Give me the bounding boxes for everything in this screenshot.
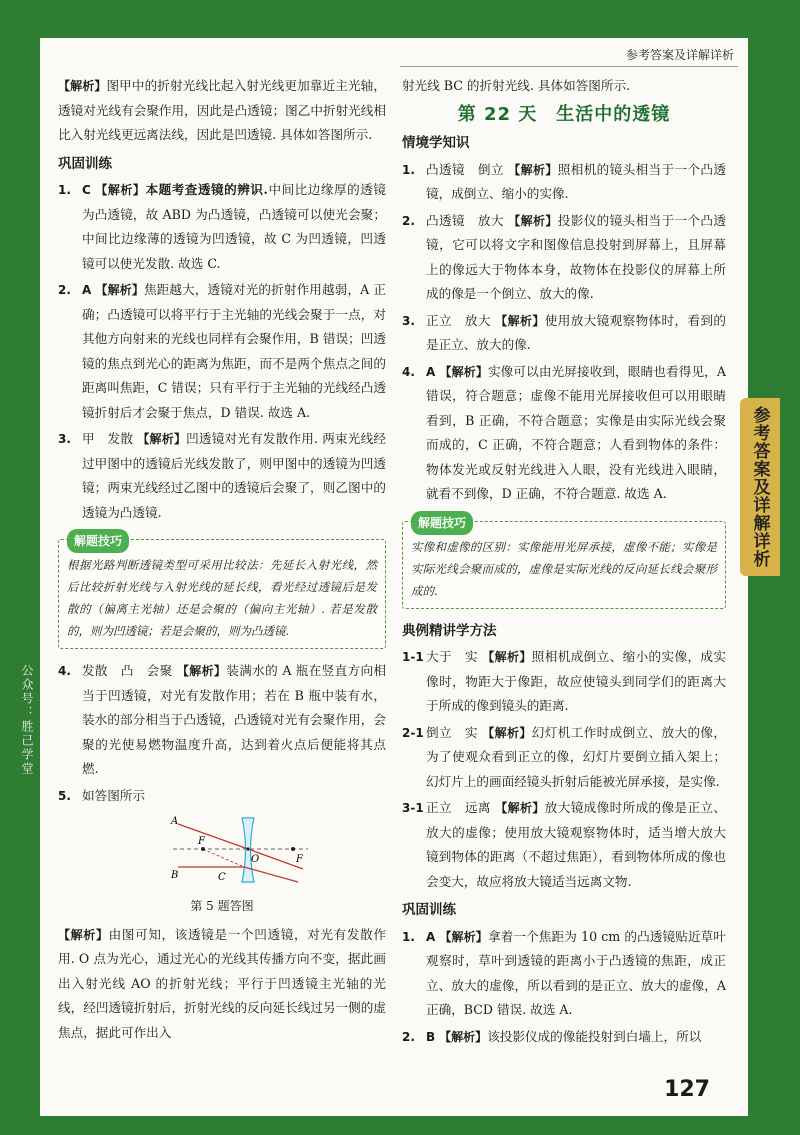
- tips-text: 实像和虚像的区别：实像能用光屏承接，虚像不能；实像是实际光线会聚而成的，虚像是实际光线的反向延长线会聚形成的.: [411, 539, 717, 598]
- answer-item: [58, 178, 386, 276]
- item-number: 2.: [402, 1029, 415, 1044]
- tips-box: [58, 534, 386, 649]
- item-answer: 正立 远离: [426, 800, 491, 815]
- analysis-tag: 【解析】: [508, 162, 558, 177]
- item-text: 实像可以由光屏接收到，眼睛也看得见，A 错误，符合题意；虚像不能用光屏接收但可以用眼睛看到，B 正确，不符合题意；实像是由实际光线会聚而成的，C 正确，不符合题意；人看到物体的条件：物体发光或反射光线进入人眼，没有光线进入眼睛，就看不到像，D 正确，不符合题意. 故选 A.: [426, 363, 726, 501]
- item-text: 拿着一个焦距为 10 cm 的凸透镜贴近草叶观察时，草叶到透镜的距离小于凸透镜的焦距，成正立、放大的虚像，所以看到的是正立、放大的虚像，A 正确，BCD 错误. 故选 A.: [426, 928, 726, 1017]
- item-number: 5.: [58, 788, 71, 803]
- answer-item: [402, 309, 726, 358]
- final-paragraph: [58, 923, 386, 1046]
- answer-item: [402, 209, 726, 307]
- answer-item: [402, 645, 726, 719]
- label-c: C: [218, 872, 226, 883]
- focus-point-right: [291, 847, 295, 851]
- label-f-right: F: [296, 854, 303, 865]
- figure-caption: 第 5 题答图: [190, 899, 254, 913]
- item-number: 3.: [58, 432, 71, 446]
- label-o: O: [251, 854, 260, 865]
- lens-diagram-svg: [58, 812, 386, 892]
- answer-item: [402, 721, 726, 795]
- optical-center: [246, 847, 249, 850]
- item-number: 4.: [58, 664, 71, 678]
- analysis-tag: 【解析】: [508, 213, 558, 228]
- item-answer: 发散 凸 会聚: [82, 663, 173, 678]
- item-text: 照相机成倒立、缩小的实像，成实像时，物距大于像距，故应使镜头到同学们的距离大于所成的像到镜头的距离.: [426, 649, 726, 713]
- analysis-tag: 【解析】: [495, 801, 545, 815]
- item-number: 2.: [402, 213, 415, 228]
- final-text: 由图可知，该透镜是一个凹透镜，对光有发散作用. O 点为光心，通过光心的光线其传播方向不变，据此画出入射光线 AO 的折射光线；平行于凹透镜主光轴的光线，经凹透镜折射后，折射光线的反向延长线过另一侧的虚焦点，据此可作出入: [58, 926, 386, 1040]
- item-answer: 倒立 实: [426, 724, 478, 740]
- chapter-title: 第 22 天 生活中的透镜: [457, 103, 671, 125]
- item-answer: C: [82, 183, 91, 197]
- analysis-tag: 【解析】: [439, 929, 488, 944]
- intro-text: 图甲中的折射光线比起入射光线更加靠近主光轴，透镜对光线有会聚作用，因此是凸透镜；图乙中折射光线相比入射光线更远离法线，因此是凹透镜. 具体如答图所示.: [58, 78, 386, 142]
- analysis-tag: 【解析】: [176, 664, 227, 678]
- tips-box: [402, 515, 726, 609]
- analysis-tag: 【解析】: [439, 364, 488, 379]
- answer-item: [402, 1025, 726, 1050]
- header-title: 参考答案及详解详析: [625, 48, 734, 62]
- ray-a-incident: [178, 824, 248, 849]
- answer-item: [58, 659, 386, 782]
- lens-diagram: [58, 812, 386, 892]
- item-number: 2-1: [402, 725, 424, 740]
- page-number: 127: [664, 1077, 710, 1102]
- analysis-tag: 【解析】: [439, 1029, 488, 1044]
- item-answer: A: [82, 283, 92, 297]
- item-number: 3.: [402, 313, 415, 328]
- item-answer: 大于 实: [426, 649, 478, 664]
- intro-paragraph: [58, 74, 386, 148]
- left-column: [58, 74, 386, 1045]
- answer-item: [58, 427, 386, 525]
- item-number: 1-1: [402, 650, 424, 664]
- item-text: 幻灯机工作时成倒立、放大的像，为了使观众看到正立的像，幻灯片要倒立插入架上；幻灯片上的画面经镜头折射后能被光屏承接，是实像.: [426, 724, 726, 789]
- analysis-tag: 【解析】: [58, 927, 109, 942]
- answer-item: [402, 158, 726, 207]
- item-text: 中间比边缘厚的透镜为凸透镜，故 ABD 为凸透镜，凸透镜可以使光会聚；中间比边缘薄的透镜为凹透镜，故 C 为凹透镜，凹透镜可以使光发散. 故选 C.: [82, 182, 386, 271]
- item-text: 投影仪的镜头相当于一个凸透镜，它可以将文字和图像信息投射到屏幕上，且屏幕上的像远大于物体本身，故物体在投影仪的屏幕上所成的像是一个倒立、放大的像.: [426, 212, 727, 301]
- item-answer: 凸透镜 倒立: [426, 161, 504, 177]
- item-number: 1.: [402, 162, 415, 177]
- analysis-tag: 【解析】: [495, 313, 545, 328]
- right-column: [402, 74, 726, 1051]
- item-answer: A: [426, 364, 436, 379]
- item-highlight: 本题考查透镜的辨识.: [145, 182, 268, 197]
- item-text: 该投影仪成的像能投射到白墙上，所以: [487, 1028, 702, 1044]
- item-number: 1.: [58, 183, 71, 197]
- tips-label: 解题技巧: [411, 511, 473, 535]
- item-number: 1.: [402, 929, 415, 944]
- answer-item: [58, 784, 386, 809]
- side-note: 公众号：胜己学堂: [20, 664, 34, 776]
- analysis-tag: 【解析】: [482, 650, 532, 664]
- item-answer: 甲 发散: [82, 431, 134, 446]
- item-answer: 正立 放大: [426, 312, 491, 328]
- item-answer: 如答图所示: [82, 787, 145, 803]
- item-answer: B: [426, 1029, 436, 1044]
- item-text: 焦距越大，透镜对光的折射作用越弱，A 正确；凸透镜可以将平行于主光轴的光线会聚于一点，对其他方向射来的光线也同样有会聚作用，B 错误；凹透镜的焦点到光心的距离为焦距，而不是两个焦点之间的距离叫焦距，C 错误；只有平行于主光轴的光线经凸透镜折射后才会聚于焦点，D 错误. 故选 A.: [82, 282, 386, 420]
- label-a: A: [171, 816, 179, 827]
- ray-b-extension: [203, 849, 244, 867]
- header-divider: [400, 66, 738, 67]
- analysis-tag: 【解析】: [95, 183, 146, 197]
- item-answer: 凸透镜 放大: [426, 212, 504, 228]
- analysis-tag: 【解析】: [95, 283, 144, 297]
- item-text: 凹透镜对光有发散作用. 两束光线经过甲图中的透镜后光线发散了，则甲图中的透镜为凹透镜；两束光线经过乙图中的透镜后会聚了，则乙图中的透镜为凸透镜.: [82, 431, 386, 520]
- focus-point-left: [201, 847, 205, 851]
- section-title-consolidation-2: 巩固训练: [402, 902, 456, 918]
- side-tab: [740, 398, 780, 576]
- label-f-left: F: [198, 836, 205, 847]
- analysis-tag: 【解析】: [58, 79, 107, 93]
- item-text: 放大镜成像时所成的像是正立、放大的虚像；使用放大镜观察物体时，适当增大放大镜到物体的距离（不超过焦距），看到物体所成的像也会变大，故应将放大镜适当远离文物.: [426, 800, 726, 889]
- analysis-tag: 【解析】: [482, 725, 532, 740]
- item-number: 2.: [58, 283, 71, 297]
- answer-item: [402, 925, 726, 1023]
- page: [40, 38, 748, 1116]
- section-title-scenario: 情境学知识: [402, 135, 470, 151]
- answer-item: [402, 796, 726, 894]
- item-answer: A: [426, 929, 436, 944]
- item-number: 3-1: [402, 801, 424, 815]
- continuation-text: 射光线 BC 的折射光线. 具体如答图所示.: [402, 78, 631, 93]
- label-b: B: [171, 870, 179, 881]
- item-number: 4.: [402, 364, 415, 379]
- answer-item: [58, 278, 386, 425]
- item-text: 照相机的镜头相当于一个凸透镜，成倒立、缩小的实像.: [426, 161, 727, 201]
- section-title-consolidation: 巩固训练: [58, 155, 112, 172]
- tips-label: 解题技巧: [67, 529, 129, 553]
- tips-text: 根据光路判断透镜类型可采用比较法：先延长入射光线，然后比较折射光线与入射光线的延长线，看光经过透镜后是发散的（偏离主光轴）还是会聚的（偏向主光轴）. 若是发散的，则为凹透镜；若是会聚的，则为凸透镜.: [67, 558, 377, 638]
- item-text: 装满水的 A 瓶在竖直方向相当于凹透镜，对光有发散作用；若在 B 瓶中装有水，装水的部分相当于凸透镜，凸透镜对光有会聚作用，会聚的光使易燃物温度升高，达到着火点后便能将其点燃.: [82, 663, 386, 776]
- item-text: 使用放大镜观察物体时，看到的是正立、放大的像.: [426, 312, 726, 352]
- section-title-examples: 典例精讲学方法: [402, 622, 497, 639]
- side-tab-label: 参考答案及详解详析: [749, 406, 770, 568]
- answer-item: [402, 360, 726, 507]
- analysis-tag: 【解析】: [137, 432, 187, 446]
